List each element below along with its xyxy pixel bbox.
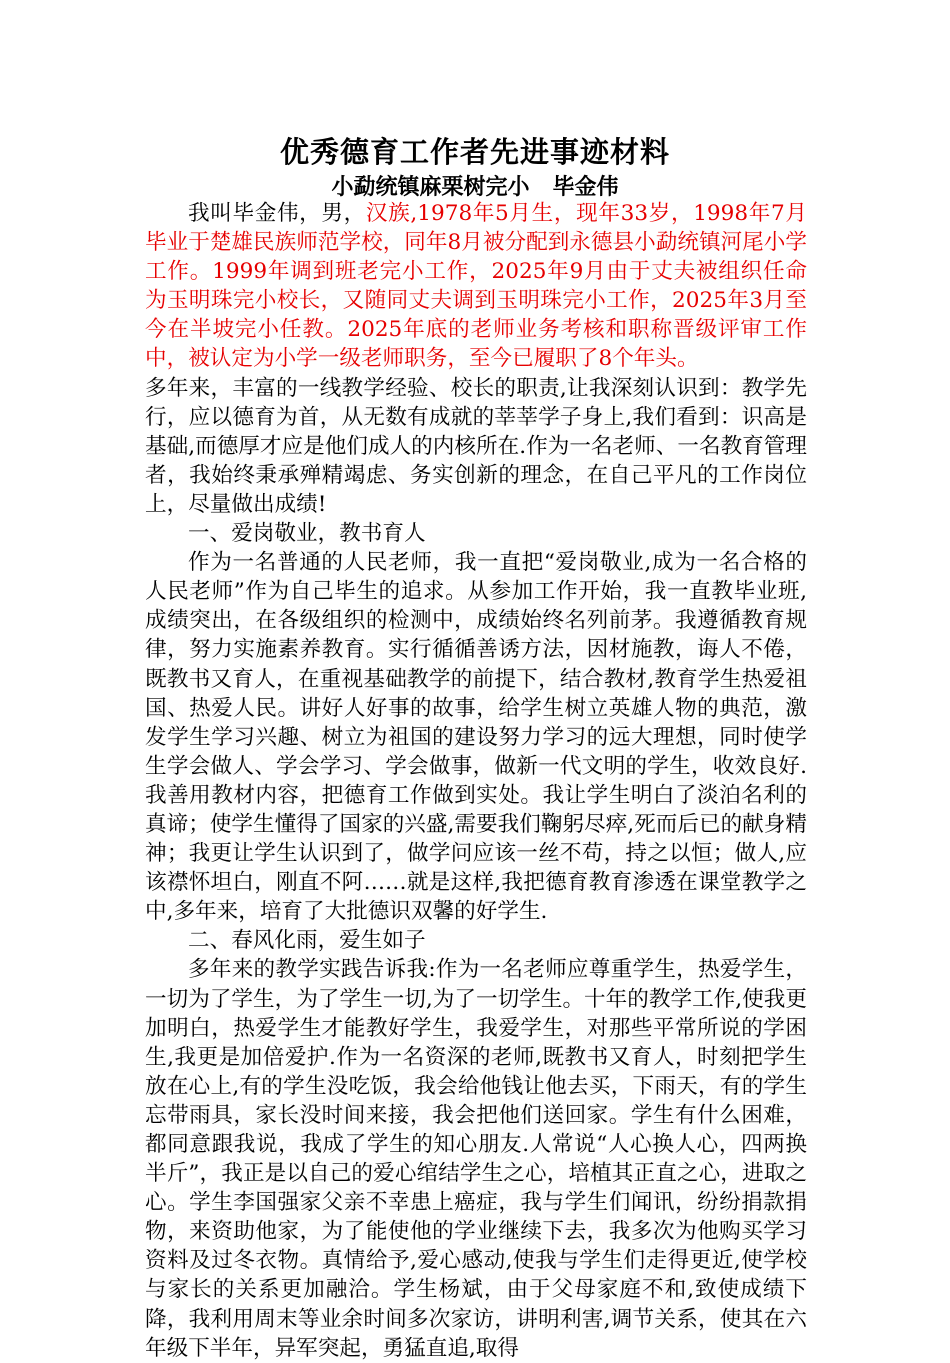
document-body bbox=[145, 199, 807, 1363]
body-paragraph: 多年来的教学实践告诉我:作为一名老师应尊重学生，热爱学生，一切为了学生，为了学生一切,为了一切学生。十年的教学工作,使我更加明白，热爱学生才能教好学生，我爱学生，对那些平常所说的学困生,我更是加倍爱护.作为一名资深的老师,既教书又育人，时刻把学生放在心上,有的学生没吃饭，我会给他钱让他去买，下雨天，有的学生忘带雨具，家长没时间来接，我会把他们送回家。学生有什么困难，都同意跟我说，我成了学生的知心朋友.人常说“人心换人心，四两换半斤”，我正是以自己的爱心绾结学生之心，培植其正直之心，进取之心。学生李国强家父亲不幸患上癌症，我与学生们闻讯，纷纷捐款捐物，来资助他家，为了能使他的学业继续下去，我多次为他购买学习资料及过冬衣物。真情给予,爱心感动,使我与学生们走得更近,使学校与家长的关系更加融洽。学生杨斌，由于父母家庭不和,致使成绩下降，我利用周末等业余时间多次家访，讲明利害,调节关系，使其在六年级下半年，异军突起，勇猛直追,取得 bbox=[145, 957, 807, 1361]
intro-paragraph bbox=[145, 199, 807, 374]
document-subtitle: 小勐统镇麻栗树完小 毕金伟 bbox=[331, 174, 619, 200]
body-paragraph: 多年来，丰富的一线教学经验、校长的职责,让我深刻认识到：教学先行，应以德育为首，从无数有成就的莘莘学子身上,我们看到：识高是基础,而德厚才应是他们成人的内核所在.作为一名老师、一名教育管理者，我始终秉承殚精竭虑、务实创新的理念，在自己平凡的工作岗位上，尽量做出成绩! bbox=[145, 375, 807, 517]
section-heading-2: 二、春风化雨，爱生如子 bbox=[188, 928, 426, 954]
intro-highlight-text: 汉族,1978年5月生，现年33岁，1998年7月毕业于楚雄民族师范学校，同年8月被分配到永德县小勐统镇河尾小学工作。1999年调到班老完小工作，2025年9月由于丈夫被组织任命为玉明珠完小校长，又随同丈夫调到玉明珠完小工作，2025年3月至今在半坡完小任教。2025年底的老师业务考核和职称晋级评审工作中，被认定为小学一级老师职务，至今已履职了8个年头。 bbox=[145, 201, 807, 372]
body-paragraph: 作为一名普通的人民老师，我一直把“爱岗敬业,成为一名合格的人民老师”作为自己毕生的追求。从参加工作开始，我一直教毕业班,成绩突出，在各级组织的检测中，成绩始终名列前茅。我遵循教育规律，努力实施素养教育。实行循循善诱方法，因材施教，诲人不倦，既教书又育人，在重视基础教学的前提下，结合教材,教育学生热爱祖国、热爱人民。讲好人好事的故事，给学生树立英雄人物的典范，激发学生学习兴趣、树立为祖国的建设努力学习的远大理想，同时使学生学会做人、学会学习、学会做事，做新一代文明的学生，收效良好.我善用教材内容，把德育工作做到实处。我让学生明白了淡泊名利的真谛；使学生懂得了国家的兴盛,需要我们鞠躬尽瘁,死而后已的献身精神；我更让学生认识到了，做学问应该一丝不苟，持之以恒；做人,应该襟怀坦白，刚直不阿……就是这样,我把德育教育渗透在课堂教学之中,多年来，培育了大批德识双馨的好学生. bbox=[145, 550, 807, 925]
intro-lead-text: 我叫毕金伟，男， bbox=[188, 201, 366, 226]
section-heading-1: 一、爱岗敬业，教书育人 bbox=[188, 521, 426, 547]
document-title: 优秀德育工作者先进事迹材料 bbox=[279, 135, 670, 169]
